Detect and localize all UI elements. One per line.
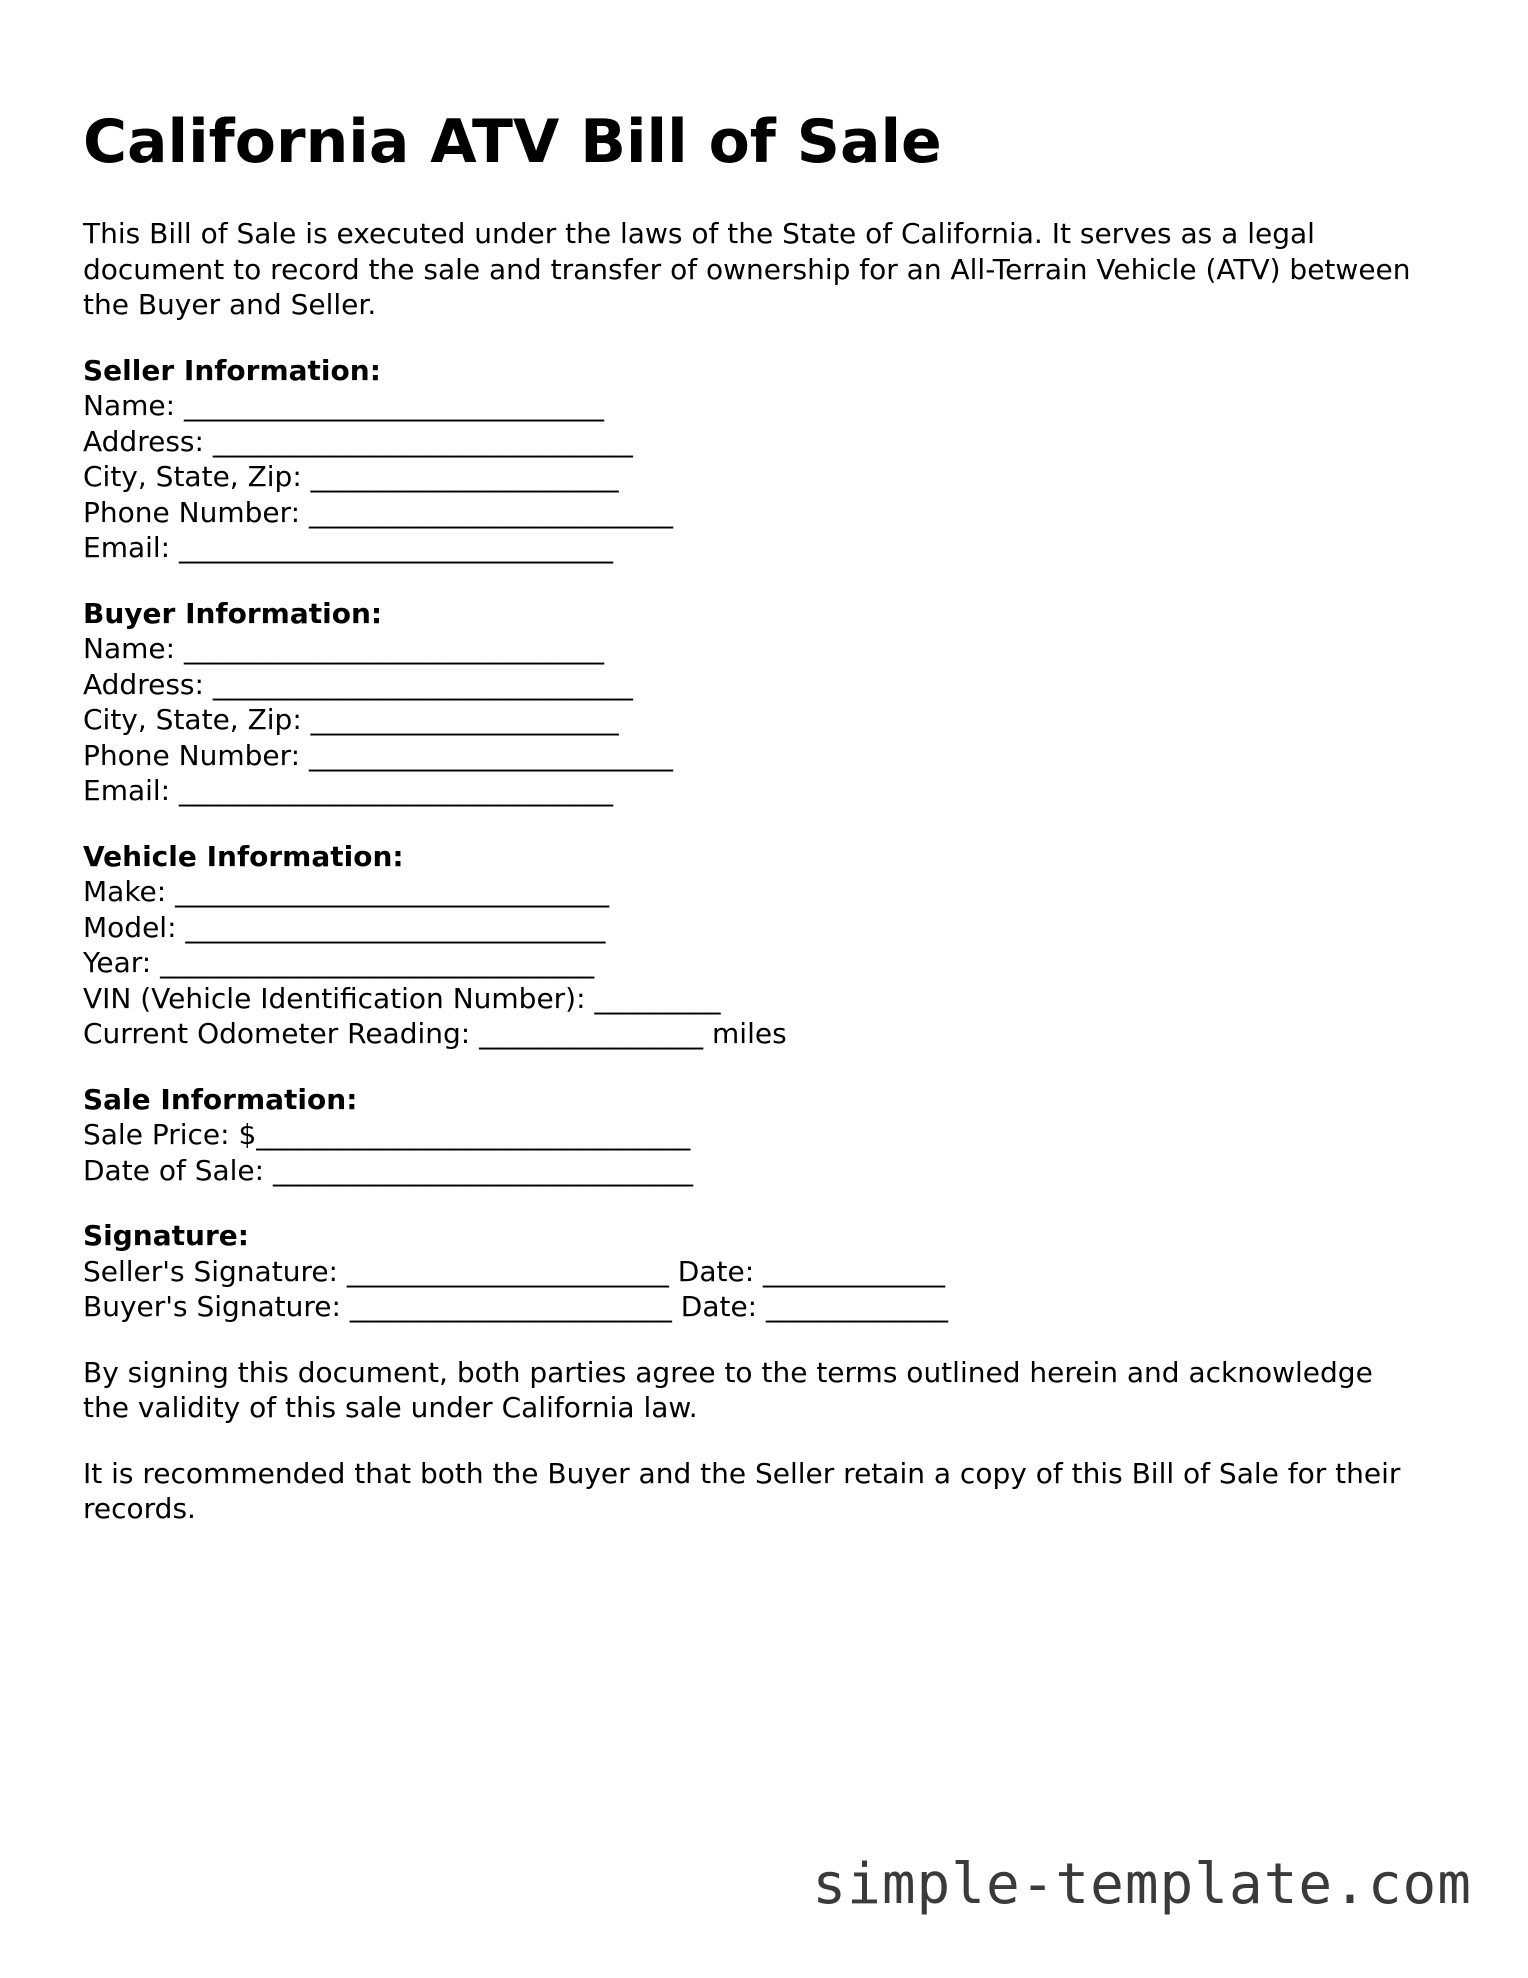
vehicle-section [83,839,1423,1052]
buyer-name-field: Name: ______________________________ [83,632,604,665]
buyer-email-field: Email: _______________________________ [83,774,614,807]
vehicle-make-field: Make: _______________________________ [83,875,610,908]
buyer-phone-field: Phone Number: __________________________ [83,738,673,772]
sale-price-field: Sale Price: $_______________________________ [83,1118,691,1151]
closing-paragraph-retain-copy: It is recommended that both the Buyer and the Seller retain a copy of this Bill of Sale for their records. [83,1456,1410,1525]
watermark: simple-template.com [812,1852,1472,1917]
signature-section [83,1218,1423,1325]
signature-heading: Signature: [83,1219,249,1252]
sale-date-field: Date of Sale: ______________________________ [83,1153,693,1187]
buyer-city-state-zip-field: City, State, Zip: ______________________ [83,703,619,736]
vehicle-vin-field: VIN (Vehicle Identification Number): _________ [83,981,721,1015]
vehicle-model-field: Model: ______________________________ [83,910,606,944]
seller-address-field: Address: ______________________________ [83,424,633,458]
sale-heading: Sale Information: [83,1082,358,1116]
document-title: California ATV Bill of Sale [83,107,942,177]
document-page [83,104,1423,1527]
buyer-heading: Buyer Information: [83,596,383,630]
seller-signature-field: Seller's Signature: _______________________ Date: _____________ [83,1254,946,1288]
vehicle-heading: Vehicle Information: [83,839,404,873]
closing-paragraph-agreement: By signing this document, both parties agree to the terms outlined herein and acknowledge the validity of this sale under California law. [83,1355,1382,1424]
buyer-section [83,596,1423,809]
seller-heading: Seller Information: [83,353,381,387]
sale-section [83,1082,1423,1189]
vehicle-year-field: Year: _______________________________ [83,946,595,979]
buyer-address-field: Address: ______________________________ [83,667,633,701]
intro-paragraph: This Bill of Sale is executed under the laws of the State of California. It serves as a legal document to record the sale and transfer of ownership for an All-Terrain Vehicle (ATV) between the Buyer and Seller. [83,217,1420,321]
buyer-signature-field: Buyer's Signature: _______________________ Date: _____________ [83,1290,949,1323]
seller-phone-field: Phone Number: __________________________ [83,495,673,529]
vehicle-odometer-field: Current Odometer Reading: ________________ miles [83,1017,787,1050]
seller-name-field: Name: ______________________________ [83,389,604,422]
seller-email-field: Email: _______________________________ [83,531,614,564]
seller-section [83,353,1423,566]
seller-city-state-zip-field: City, State, Zip: ______________________ [83,460,619,493]
